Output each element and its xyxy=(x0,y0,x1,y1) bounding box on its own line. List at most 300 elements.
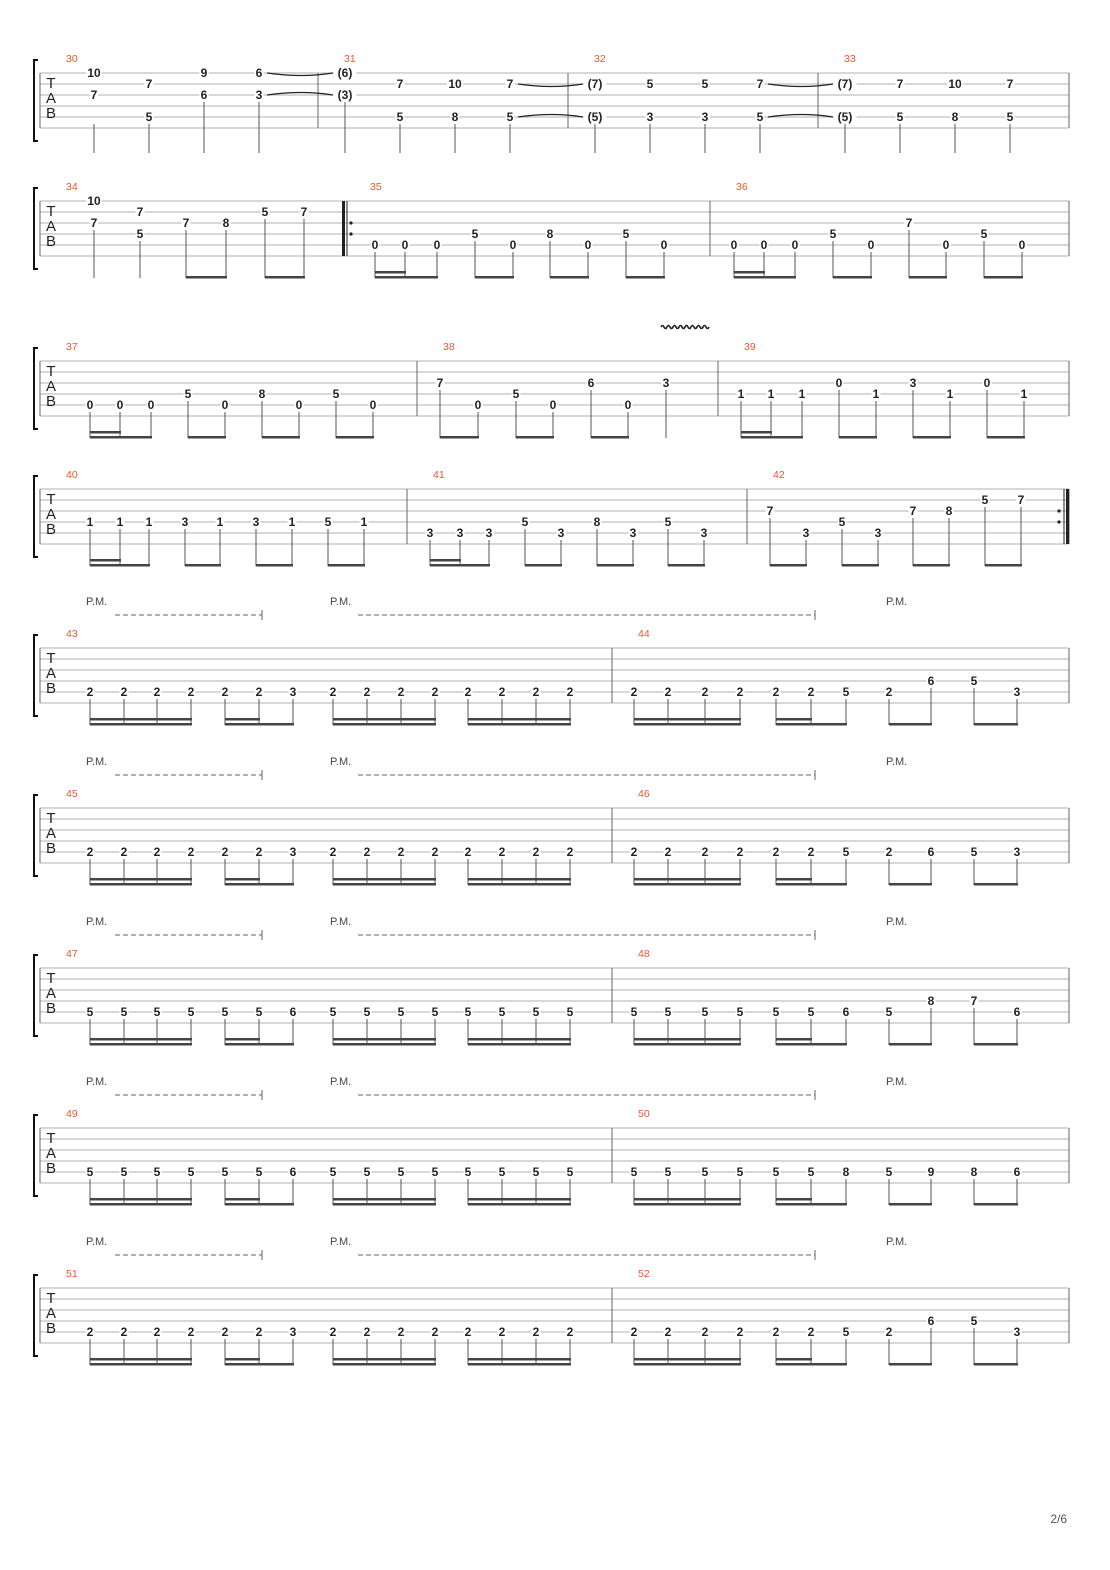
fret-number: 0 xyxy=(221,398,229,412)
fret-number: 6 xyxy=(289,1005,297,1019)
tab-system-5 xyxy=(34,596,1069,726)
fret-number: 5 xyxy=(807,1165,815,1179)
fret-number: (6) xyxy=(337,66,353,80)
fret-number: 3 xyxy=(874,526,882,540)
beam xyxy=(225,1198,260,1201)
beam xyxy=(634,1043,741,1046)
fret-number: 3 xyxy=(255,88,263,102)
tab-clef-letter: T xyxy=(46,203,56,220)
fret-number: 3 xyxy=(557,526,565,540)
fret-number: 5 xyxy=(664,1005,672,1019)
fret-number: 3 xyxy=(485,526,493,540)
beam xyxy=(333,1198,436,1201)
fret-number: 5 xyxy=(736,1165,744,1179)
beam xyxy=(974,1043,1018,1046)
fret-number: 2 xyxy=(187,845,195,859)
fret-number: 7 xyxy=(909,504,917,518)
beam xyxy=(90,436,152,439)
fret-number: 0 xyxy=(584,238,592,252)
beam xyxy=(468,1203,571,1206)
beam xyxy=(985,564,1022,567)
palm-mute-label: P.M. xyxy=(330,756,352,768)
fret-number: 2 xyxy=(664,1325,672,1339)
tab-system-3 xyxy=(34,341,1069,439)
measure-number: 43 xyxy=(66,628,78,640)
measure-number: 42 xyxy=(773,469,785,481)
fret-number: 5 xyxy=(120,1165,128,1179)
measure-number: 48 xyxy=(638,948,650,960)
tab-clef-letter: A xyxy=(45,90,57,107)
beam xyxy=(90,1203,192,1206)
tab-clef-letter: B xyxy=(45,680,57,697)
measure-number: 39 xyxy=(744,341,756,353)
tab-system-4 xyxy=(34,469,1069,567)
tab-clef-letter: T xyxy=(46,1290,56,1307)
beam xyxy=(776,1363,847,1366)
measure-number: 31 xyxy=(344,53,356,65)
beam xyxy=(333,883,436,886)
fret-number: 8 xyxy=(546,227,554,241)
repeat-dot xyxy=(349,232,352,235)
fret-number: 8 xyxy=(970,1165,978,1179)
beam xyxy=(188,436,226,439)
fret-number: 5 xyxy=(464,1165,472,1179)
fret-number: 3 xyxy=(1013,685,1021,699)
fret-number: 5 xyxy=(187,1005,195,1019)
fret-number: 2 xyxy=(807,845,815,859)
tab-clef-letter: T xyxy=(46,970,56,987)
beam xyxy=(333,1363,436,1366)
beam xyxy=(265,276,305,279)
tab-clef-letter: B xyxy=(45,393,57,410)
fret-number: 2 xyxy=(221,845,229,859)
measure-number: 45 xyxy=(66,788,78,800)
tab-system-1 xyxy=(34,53,1069,153)
beam xyxy=(430,564,490,567)
beam xyxy=(776,883,847,886)
fret-number: 2 xyxy=(498,1325,506,1339)
fret-number: 2 xyxy=(255,685,263,699)
beam xyxy=(333,718,436,721)
fret-number: 2 xyxy=(885,1325,893,1339)
fret-number: 0 xyxy=(791,238,799,252)
fret-number: 2 xyxy=(431,1325,439,1339)
fret-number: 0 xyxy=(760,238,768,252)
fret-number: 5 xyxy=(221,1005,229,1019)
tab-clef-letter: A xyxy=(45,1145,57,1162)
fret-number: 2 xyxy=(807,685,815,699)
beam xyxy=(225,1038,260,1041)
beam xyxy=(90,723,192,726)
fret-number: 5 xyxy=(255,1165,263,1179)
palm-mute-label: P.M. xyxy=(330,596,352,608)
system-bracket xyxy=(34,476,38,557)
fret-number: 6 xyxy=(842,1005,850,1019)
fret-number: 5 xyxy=(471,227,479,241)
fret-number: 6 xyxy=(289,1165,297,1179)
fret-number: 5 xyxy=(622,227,630,241)
measure-number: 34 xyxy=(66,181,78,193)
beam xyxy=(333,723,436,726)
beam xyxy=(333,1203,436,1206)
beam xyxy=(776,1203,847,1206)
fret-number: 5 xyxy=(664,515,672,529)
measure-number: 38 xyxy=(443,341,455,353)
beam xyxy=(256,564,293,567)
beam xyxy=(440,436,479,439)
fret-number: 3 xyxy=(646,110,654,124)
fret-number: 1 xyxy=(872,387,880,401)
fret-number: 5 xyxy=(86,1005,94,1019)
measure-number: 51 xyxy=(66,1268,78,1280)
fret-number: 2 xyxy=(498,685,506,699)
fret-number: 3 xyxy=(252,515,260,529)
beam xyxy=(516,436,554,439)
fret-number: 2 xyxy=(664,845,672,859)
fret-number: 0 xyxy=(116,398,124,412)
fret-number: 1 xyxy=(1020,387,1028,401)
beam xyxy=(889,1043,932,1046)
beam xyxy=(987,436,1025,439)
beam xyxy=(913,564,950,567)
beam xyxy=(225,878,260,881)
fret-number: 2 xyxy=(329,845,337,859)
fret-number: 2 xyxy=(255,845,263,859)
beam xyxy=(634,1363,741,1366)
fret-number: 5 xyxy=(396,110,404,124)
fret-number: 2 xyxy=(363,845,371,859)
fret-number: 3 xyxy=(289,1325,297,1339)
beam xyxy=(634,878,741,881)
fret-number: 8 xyxy=(258,387,266,401)
fret-number: 0 xyxy=(433,238,441,252)
fret-number: 5 xyxy=(885,1165,893,1179)
beam xyxy=(225,1043,294,1046)
beam xyxy=(375,271,406,274)
beam xyxy=(776,1043,847,1046)
fret-number: 7 xyxy=(145,77,153,91)
tab-system-6 xyxy=(34,756,1069,886)
beam xyxy=(889,1363,932,1366)
system-bracket xyxy=(34,60,38,141)
fret-number: 2 xyxy=(630,845,638,859)
beam xyxy=(889,883,932,886)
fret-number: 5 xyxy=(566,1165,574,1179)
fret-number: 0 xyxy=(867,238,875,252)
fret-number: 7 xyxy=(506,77,514,91)
fret-number: (7) xyxy=(837,77,853,91)
fret-number: 7 xyxy=(905,216,913,230)
beam xyxy=(262,436,300,439)
palm-mute-label: P.M. xyxy=(886,916,908,928)
fret-number: 6 xyxy=(200,88,208,102)
tab-clef-letter: A xyxy=(45,1305,57,1322)
fret-number: (5) xyxy=(587,110,603,124)
palm-mute-label: P.M. xyxy=(886,756,908,768)
tab-clef-letter: A xyxy=(45,825,57,842)
measure-number: 46 xyxy=(638,788,650,800)
fret-number: 2 xyxy=(120,685,128,699)
fret-number: 5 xyxy=(970,845,978,859)
tab-clef-letter: B xyxy=(45,1160,57,1177)
beam xyxy=(833,276,872,279)
tab-clef-letter: A xyxy=(45,506,57,523)
repeat-dot xyxy=(1057,520,1060,523)
fret-number: 0 xyxy=(369,398,377,412)
fret-number: 7 xyxy=(396,77,404,91)
fret-number: 2 xyxy=(772,685,780,699)
fret-number: 2 xyxy=(363,1325,371,1339)
beam xyxy=(842,564,879,567)
fret-number: 5 xyxy=(521,515,529,529)
palm-mute-label: P.M. xyxy=(86,916,108,928)
fret-number: 2 xyxy=(86,685,94,699)
beam xyxy=(974,1203,1018,1206)
fret-number: 2 xyxy=(532,845,540,859)
fret-number: 5 xyxy=(332,387,340,401)
fret-number: 0 xyxy=(1018,238,1026,252)
system-bracket xyxy=(34,955,38,1036)
fret-number: 5 xyxy=(363,1165,371,1179)
beam xyxy=(776,1198,812,1201)
fret-number: 10 xyxy=(87,194,101,208)
fret-number: (3) xyxy=(337,88,353,102)
fret-number: 2 xyxy=(397,685,405,699)
tab-clef-letter: B xyxy=(45,1000,57,1017)
fret-number: 2 xyxy=(630,1325,638,1339)
fret-number: 5 xyxy=(980,227,988,241)
fret-number: 2 xyxy=(532,1325,540,1339)
fret-number: 1 xyxy=(767,387,775,401)
fret-number: 7 xyxy=(90,216,98,230)
repeat-start-bar xyxy=(342,201,345,256)
fret-number: 5 xyxy=(329,1005,337,1019)
fret-number: 5 xyxy=(512,387,520,401)
fret-number: 2 xyxy=(187,1325,195,1339)
fret-number: 5 xyxy=(630,1005,638,1019)
fret-number: 5 xyxy=(736,1005,744,1019)
tab-clef-letter: B xyxy=(45,233,57,250)
fret-number: 5 xyxy=(324,515,332,529)
fret-number: (5) xyxy=(837,110,853,124)
fret-number: 5 xyxy=(838,515,846,529)
system-bracket xyxy=(34,348,38,429)
fret-number: 5 xyxy=(701,77,709,91)
measure-number: 52 xyxy=(638,1268,650,1280)
fret-number: 5 xyxy=(431,1165,439,1179)
tab-system-2 xyxy=(34,181,1069,279)
beam xyxy=(776,718,812,721)
fret-number: 8 xyxy=(927,994,935,1008)
fret-number: 5 xyxy=(532,1165,540,1179)
beam xyxy=(90,1198,192,1201)
beam xyxy=(225,883,294,886)
fret-number: 2 xyxy=(630,685,638,699)
fret-number: 0 xyxy=(660,238,668,252)
tab-system-8 xyxy=(34,1076,1069,1206)
fret-number: 2 xyxy=(701,1325,709,1339)
fret-number: 7 xyxy=(300,205,308,219)
page-number: 2/6 xyxy=(1050,1512,1067,1526)
tab-clef-letter: T xyxy=(46,491,56,508)
fret-number: 2 xyxy=(363,685,371,699)
beam xyxy=(468,1043,571,1046)
fret-number: 9 xyxy=(927,1165,935,1179)
beam xyxy=(90,878,192,881)
tab-clef-letter: B xyxy=(45,521,57,538)
fret-number: 5 xyxy=(664,1165,672,1179)
beam xyxy=(634,1198,741,1201)
beam xyxy=(634,1203,741,1206)
beam xyxy=(225,1358,260,1361)
fret-number: 5 xyxy=(187,1165,195,1179)
beam xyxy=(468,878,571,881)
fret-number: 2 xyxy=(464,845,472,859)
measure-number: 37 xyxy=(66,341,78,353)
fret-number: 0 xyxy=(835,376,843,390)
fret-number: 5 xyxy=(981,493,989,507)
beam xyxy=(776,1038,812,1041)
fret-number: 8 xyxy=(593,515,601,529)
palm-mute-label: P.M. xyxy=(886,596,908,608)
beam xyxy=(974,1363,1018,1366)
fret-number: 5 xyxy=(701,1165,709,1179)
beam xyxy=(597,564,634,567)
measure-number: 40 xyxy=(66,469,78,481)
beam xyxy=(333,1038,436,1041)
fret-number: 7 xyxy=(90,88,98,102)
fret-number: 5 xyxy=(397,1005,405,1019)
fret-number: 1 xyxy=(116,515,124,529)
fret-number: 0 xyxy=(371,238,379,252)
fret-number: 5 xyxy=(329,1165,337,1179)
fret-number: 1 xyxy=(946,387,954,401)
beam xyxy=(468,883,571,886)
fret-number: 3 xyxy=(289,685,297,699)
fret-number: 5 xyxy=(885,1005,893,1019)
fret-number: 6 xyxy=(927,674,935,688)
fret-number: 3 xyxy=(629,526,637,540)
fret-number: 2 xyxy=(772,845,780,859)
repeat-dot xyxy=(349,221,352,224)
fret-number: 0 xyxy=(942,238,950,252)
beam xyxy=(333,878,436,881)
fret-number: 6 xyxy=(1013,1005,1021,1019)
repeat-end-bar xyxy=(1066,489,1069,544)
fret-number: 5 xyxy=(153,1165,161,1179)
fret-number: 0 xyxy=(730,238,738,252)
fret-number: 0 xyxy=(86,398,94,412)
measure-number: 47 xyxy=(66,948,78,960)
beam xyxy=(225,1363,294,1366)
fret-number: 1 xyxy=(288,515,296,529)
fret-number: 8 xyxy=(951,110,959,124)
beam xyxy=(90,1038,192,1041)
fret-number: 2 xyxy=(664,685,672,699)
beam xyxy=(90,1043,192,1046)
fret-number: 2 xyxy=(397,845,405,859)
fret-number: 2 xyxy=(885,845,893,859)
tab-clef-letter: A xyxy=(45,985,57,1002)
fret-number: 8 xyxy=(842,1165,850,1179)
fret-number: 9 xyxy=(200,66,208,80)
fret-number: 1 xyxy=(798,387,806,401)
tab-clef-letter: T xyxy=(46,810,56,827)
fret-number: 5 xyxy=(136,227,144,241)
fret-number: 2 xyxy=(885,685,893,699)
fret-number: 2 xyxy=(566,1325,574,1339)
fret-number: 7 xyxy=(1006,77,1014,91)
fret-number: 10 xyxy=(87,66,101,80)
fret-number: 3 xyxy=(701,110,709,124)
fret-number: 5 xyxy=(261,205,269,219)
fret-number: 5 xyxy=(646,77,654,91)
beam xyxy=(634,883,741,886)
system-bracket xyxy=(34,188,38,269)
beam xyxy=(225,718,260,721)
fret-number: 0 xyxy=(549,398,557,412)
fret-number: 2 xyxy=(153,685,161,699)
fret-number: 5 xyxy=(970,1314,978,1328)
tab-clef-letter: T xyxy=(46,1130,56,1147)
tab-clef-letter: A xyxy=(45,378,57,395)
fret-number: 5 xyxy=(498,1165,506,1179)
beam xyxy=(475,276,514,279)
palm-mute-label: P.M. xyxy=(330,1076,352,1088)
system-bracket xyxy=(34,1115,38,1196)
beam xyxy=(634,723,741,726)
fret-number: 2 xyxy=(153,1325,161,1339)
fret-number: 5 xyxy=(829,227,837,241)
measure-number: 49 xyxy=(66,1108,78,1120)
fret-number: 3 xyxy=(802,526,810,540)
beam xyxy=(741,431,772,434)
beam xyxy=(468,1198,571,1201)
tab-clef-letter: A xyxy=(45,218,57,235)
beam xyxy=(634,1358,741,1361)
fret-number: 2 xyxy=(807,1325,815,1339)
beam xyxy=(90,564,150,567)
beam xyxy=(468,1363,571,1366)
fret-number: 7 xyxy=(436,376,444,390)
fret-number: 2 xyxy=(498,845,506,859)
fret-number: 5 xyxy=(506,110,514,124)
fret-number: 5 xyxy=(532,1005,540,1019)
beam xyxy=(525,564,562,567)
fret-number: 3 xyxy=(1013,845,1021,859)
beam xyxy=(90,883,192,886)
measure-number: 32 xyxy=(594,53,606,65)
fret-number: 7 xyxy=(970,994,978,1008)
beam xyxy=(225,723,294,726)
fret-number: 2 xyxy=(736,845,744,859)
fret-number: 5 xyxy=(630,1165,638,1179)
palm-mute-label: P.M. xyxy=(330,1236,352,1248)
beam xyxy=(668,564,705,567)
fret-number: 5 xyxy=(566,1005,574,1019)
beam xyxy=(186,276,227,279)
beam xyxy=(889,723,932,726)
palm-mute-label: P.M. xyxy=(886,1236,908,1248)
fret-number: 2 xyxy=(221,1325,229,1339)
tab-clef-letter: A xyxy=(45,665,57,682)
fret-number: 6 xyxy=(1013,1165,1021,1179)
fret-number: 5 xyxy=(363,1005,371,1019)
fret-number: 7 xyxy=(766,504,774,518)
fret-number: 6 xyxy=(587,376,595,390)
measure-number: 33 xyxy=(844,53,856,65)
fret-number: (7) xyxy=(587,77,603,91)
